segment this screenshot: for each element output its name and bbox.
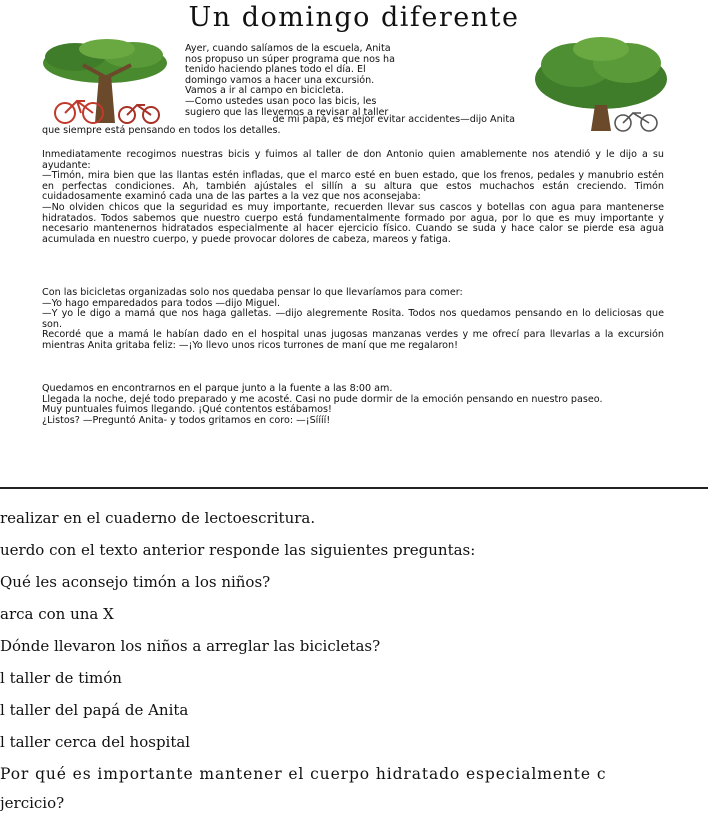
story-paragraph-workshop: [42, 150, 664, 245]
tree-icon: [535, 37, 667, 131]
intro-line: —Como ustedes usan poco las bicis, les: [185, 95, 377, 107]
paragraph-text: ¿Listos? —Preguntó Anita- y todos gritamos en coro: —¡Síííí!: [42, 414, 331, 426]
intro-tail-line: de mi papá, es mejor evitar accidentes—dijo Anita: [272, 114, 515, 125]
instruction-line: arca con una X: [0, 605, 114, 623]
paragraph-text: Muy puntuales fuimos llegando. ¡Qué contentos estábamos!: [42, 404, 332, 416]
paragraph-text: Inmediatamente recogimos nuestras bicis y fuimos al taller de don Antonio quien amablemente nos atendió y le dijo a su ayudante:: [42, 149, 664, 171]
intro-line: Vamos a ir al campo en bicicleta.: [185, 85, 344, 97]
tree-bicycle-illustration-right: [527, 35, 675, 135]
paragraph-text: —Yo hago emparedados para todos —dijo Miguel.: [42, 297, 281, 309]
intro-line: Ayer, cuando salíamos de la escuela, Anita: [185, 43, 391, 54]
story-paragraph-meeting: [42, 384, 664, 426]
answer-option: l taller de timón: [0, 669, 122, 687]
story-paragraph-food: [42, 288, 664, 352]
tree-icon: [43, 39, 167, 123]
section-divider: [0, 487, 708, 489]
question-text: Dónde llevaron los niños a arreglar las bicicletas?: [0, 637, 381, 655]
story-title: Un domingo diferente: [188, 2, 520, 33]
intro-line: domingo vamos a hacer una excursión.: [185, 74, 375, 86]
paragraph-text: —Y yo le digo a mamá que nos haga galletas. —dijo alegremente Rosita. Todos nos quedamos pensando en lo deliciosas que son.: [42, 308, 664, 330]
intro-line: tenido haciendo planes todo el día. El: [185, 64, 366, 76]
question-text: Qué les aconsejo timón a los niños?: [0, 573, 271, 591]
paragraph-text: Llegada la noche, dejé todo preparado y me acosté. Casi no pude dormir de la emoción pensando en nuestro paseo.: [42, 393, 603, 405]
intro-line: sugiero que las llevemos a revisar al taller: [185, 106, 389, 118]
tree-bicycle-illustration-left: [35, 35, 175, 127]
paragraph-text: —Timón, mira bien que las llantas estén infladas, que el marco esté en buen estado, que los frenos, pedales y manubrio estén en perfectas condiciones. Ah, también ajústales el sillín a su altura que estos muchachos están creciendo. Timón cuidadosamente examinó cada una de las partes a la vez que nos aconsejaba:: [42, 170, 664, 203]
bicycle-icon: [615, 113, 657, 131]
paragraph-text: Quedamos en encontrarnos en el parque junto a la fuente a las 8:00 am.: [42, 383, 393, 394]
paragraph-text: —No olviden chicos que la seguridad es muy importante, recuerden llevar sus cascos y botellas con agua para mantenerse hidratados. Todos sabemos que nuestro cuerpo está fundamentalmente formado por agua, por lo que es muy importante y necesario mantenernos hidratados especialmente al hacer ejercicio físico. Cuando se suda y hace calor se pierde esa agua acumulada en nuestro cuerpo, y puede provocar dolores de cabeza, mareos y fatiga.: [42, 201, 664, 245]
answer-option: l taller del papá de Anita: [0, 701, 189, 719]
story-intro: [185, 44, 515, 118]
intro-tail-line: que siempre está pensando en todos los detalles.: [42, 124, 281, 136]
instruction-line: uerdo con el texto anterior responde las siguientes preguntas:: [0, 541, 476, 559]
question-text-continued: jercicio?: [0, 794, 65, 812]
question-text: Por qué es importante mantener el cuerpo hidratado especialmente c: [0, 765, 607, 783]
answer-option: l taller cerca del hospital: [0, 733, 191, 751]
story-intro-tail: [42, 115, 515, 136]
paragraph-text: Con las bicicletas organizadas solo nos quedaba pensar lo que llevaríamos para comer:: [42, 287, 463, 298]
paragraph-text: Recordé que a mamá le habían dado en el hospital unas jugosas manzanas verdes y me ofrecí para llevarlas a la excursión mientras Anita gritaba feliz: —¡Yo llevo unos ricos turrones de maní que me regalaron!: [42, 329, 664, 351]
instruction-line: realizar en el cuaderno de lectoescritura.: [0, 509, 316, 527]
intro-line: nos propuso un súper programa que nos ha: [185, 53, 396, 65]
